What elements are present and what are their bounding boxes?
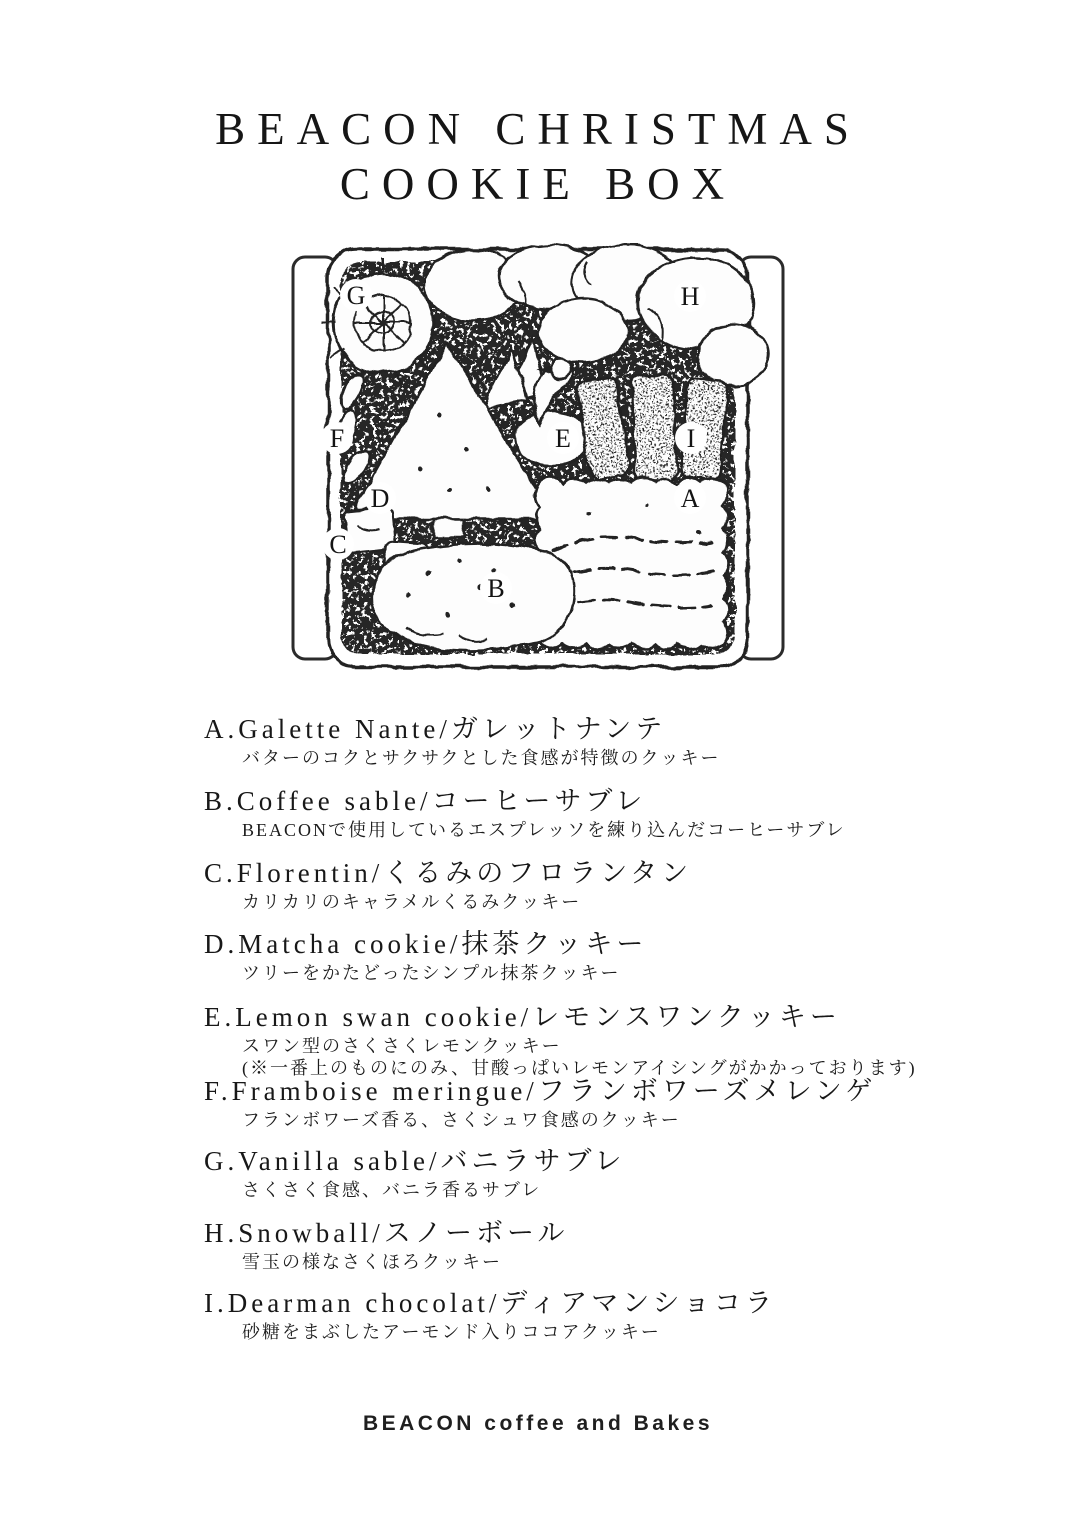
title-line-2: COOKIE BOX xyxy=(339,159,737,209)
cookie-item-a xyxy=(204,712,994,771)
cookie-item-heading: B.Coffee sable/コーヒーサブレ xyxy=(204,786,647,816)
cookie-item-description: バターのコクとサクサクとした食感が特徴のクッキー xyxy=(242,748,721,768)
badge-letter-e: E xyxy=(555,424,571,453)
cookie-item-i xyxy=(204,1286,994,1345)
cookie-item-description: 雪玉の様なさくほろクッキー xyxy=(242,1252,502,1272)
badge-letter-d: D xyxy=(370,484,390,513)
cookie-item-description: カリカリのキャラメルくるみクッキー xyxy=(242,892,582,912)
cookie-item-description: フランボワーズ香る、さくシュワ食感のクッキー xyxy=(242,1110,681,1130)
cookie-item-c xyxy=(204,856,994,915)
cookie-item-description-2: (※一番上のものにのみ、甘酸っぱいレモンアイシングがかかっております) xyxy=(242,1058,917,1078)
cookie-item-heading: E.Lemon swan cookie/レモンスワンクッキー xyxy=(204,1002,841,1032)
cookie-item-heading: G.Vanilla sable/バニラサブレ xyxy=(204,1146,626,1176)
cookie-list xyxy=(204,0,1076,1522)
cookie-item-b xyxy=(204,784,994,843)
badge-letter-h: H xyxy=(680,282,700,311)
cookie-item-heading: A.Galette Nante/ガレットナンテ xyxy=(204,714,667,744)
cookie-item-description: ツリーをかたどったシンプル抹茶クッキー xyxy=(242,963,621,983)
badge-letter-a: A xyxy=(680,484,700,513)
cookie-item-e xyxy=(204,1000,994,1078)
cookie-item-heading: D.Matcha cookie/抹茶クッキー xyxy=(204,929,648,959)
badge-letter-b: B xyxy=(487,574,505,603)
cookie-item-heading: C.Florentin/くるみのフロランタン xyxy=(204,858,693,888)
brand-footer: BEACON coffee and Bakes xyxy=(362,1412,714,1435)
cookie-item-d xyxy=(204,927,994,986)
cookie-item-description: スワン型のさくさくレモンクッキー xyxy=(242,1036,562,1056)
cookie-item-description: さくさく食感、バニラ香るサブレ xyxy=(242,1180,542,1200)
badge-letter-g: G xyxy=(346,281,366,310)
cookie-item-g xyxy=(204,1144,994,1203)
cookie-item-heading: F.Framboise meringue/フランボワーズメレンゲ xyxy=(204,1076,877,1106)
title-line-1: BEACON CHRISTMAS xyxy=(215,104,861,154)
badge-letter-i: I xyxy=(686,424,696,453)
cookie-item-description: BEACONで使用しているエスプレッソを練り込んだコーヒーサブレ xyxy=(242,820,846,840)
cookie-item-h xyxy=(204,1216,994,1275)
badge-letter-f: F xyxy=(329,424,345,453)
cookie-item-heading: H.Snowball/スノーボール xyxy=(204,1218,569,1248)
cookie-item-f xyxy=(204,1074,994,1133)
badge-letter-c: C xyxy=(329,530,347,559)
cookie-item-heading: I.Dearman chocolat/ディアマンショコラ xyxy=(204,1288,777,1318)
cookie-item-description: 砂糖をまぶしたアーモンド入りココアクッキー xyxy=(242,1322,661,1342)
